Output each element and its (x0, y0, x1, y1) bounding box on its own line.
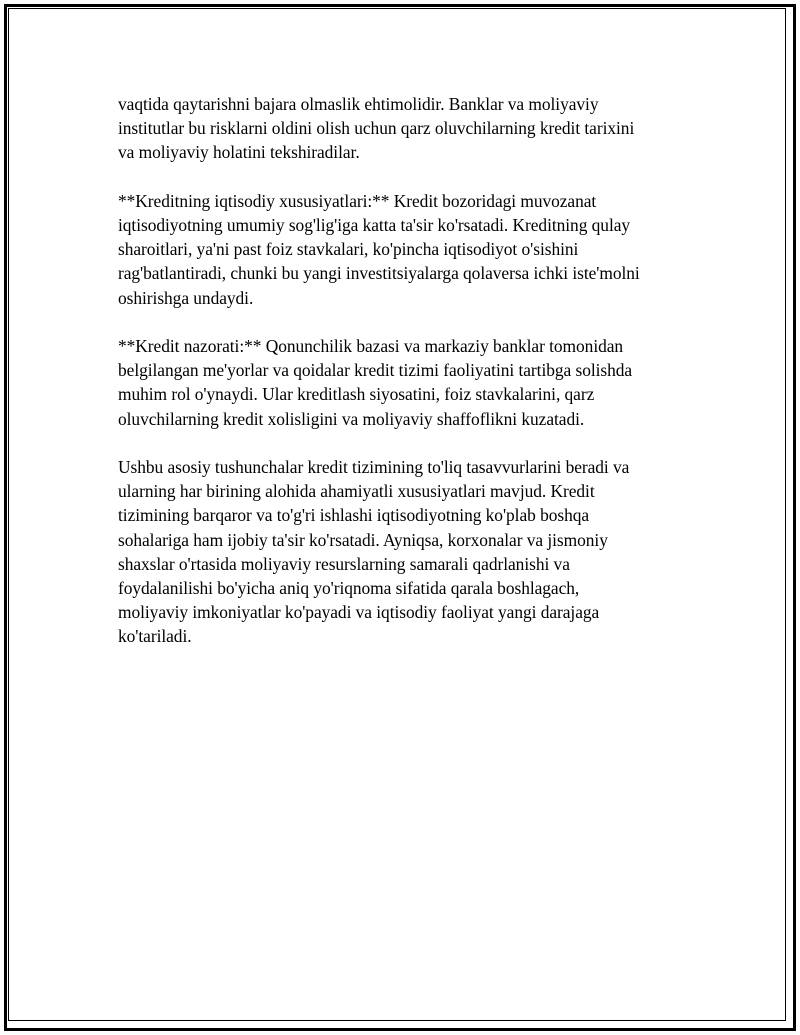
paragraph-credit-control: **Kredit nazorati:** Qonunchilik bazasi va markaziy banklar tomonidan belgilangan me'yorlar va qoidalar kredit tizimi faoliyatini tartibga solishda muhim rol o'ynaydi. Ular kreditlash siyosatini, foiz stavkalarini, qarz oluvchilarning kredit xolisligini va moliyaviy shaffoflikni kuzatadi. (118, 336, 633, 429)
paragraph-economic-features: **Kreditning iqtisodiy xususiyatlari:** Kredit bozoridagi muvozanat iqtisodiyotning umumiy sog'lig'iga katta ta'sir ko'rsatadi. Kreditning qulay sharoitlari, ya'ni past foiz stavkalari, ko'pincha iqtisodiyot o'sishini rag'batlantiradi, chunki bu yangi investitsiyalarga qolaversa ichki iste'molni oshirishga undaydi. (118, 190, 640, 308)
paragraph-risk-continuation: vaqtida qaytarishni bajara olmaslik ehtimolidir. Banklar va moliyaviy institutlar bu risklarni oldini olish uchun qarz oluvchilarning kredit tarixini va moliyaviy holatini tekshiradilar. (118, 94, 635, 163)
paragraph-summary: Ushbu asosiy tushunchalar kredit tizimining to'liq tasavvurlarini beradi va ularning har birining alohida ahamiyatli xususiyatlari mavjud. Kredit tizimining barqaror va to'g'ri ishlashi iqtisodiyotning ko'plab boshqa sohalariga ham ijobiy ta'sir ko'rsatadi. Ayniqsa, korxonalar va jismoniy shaxslar o'rtasida moliyaviy resurslarning samarali qadrlanishi va foydalanilishi bo'yicha aniq yo'riqnoma sifatida qarala boshlagach, moliyaviy imkoniyatlar ko'payadi va iqtisodiy faoliyat yangi darajaga ko'tariladi. (118, 457, 630, 647)
document-body (118, 92, 698, 673)
